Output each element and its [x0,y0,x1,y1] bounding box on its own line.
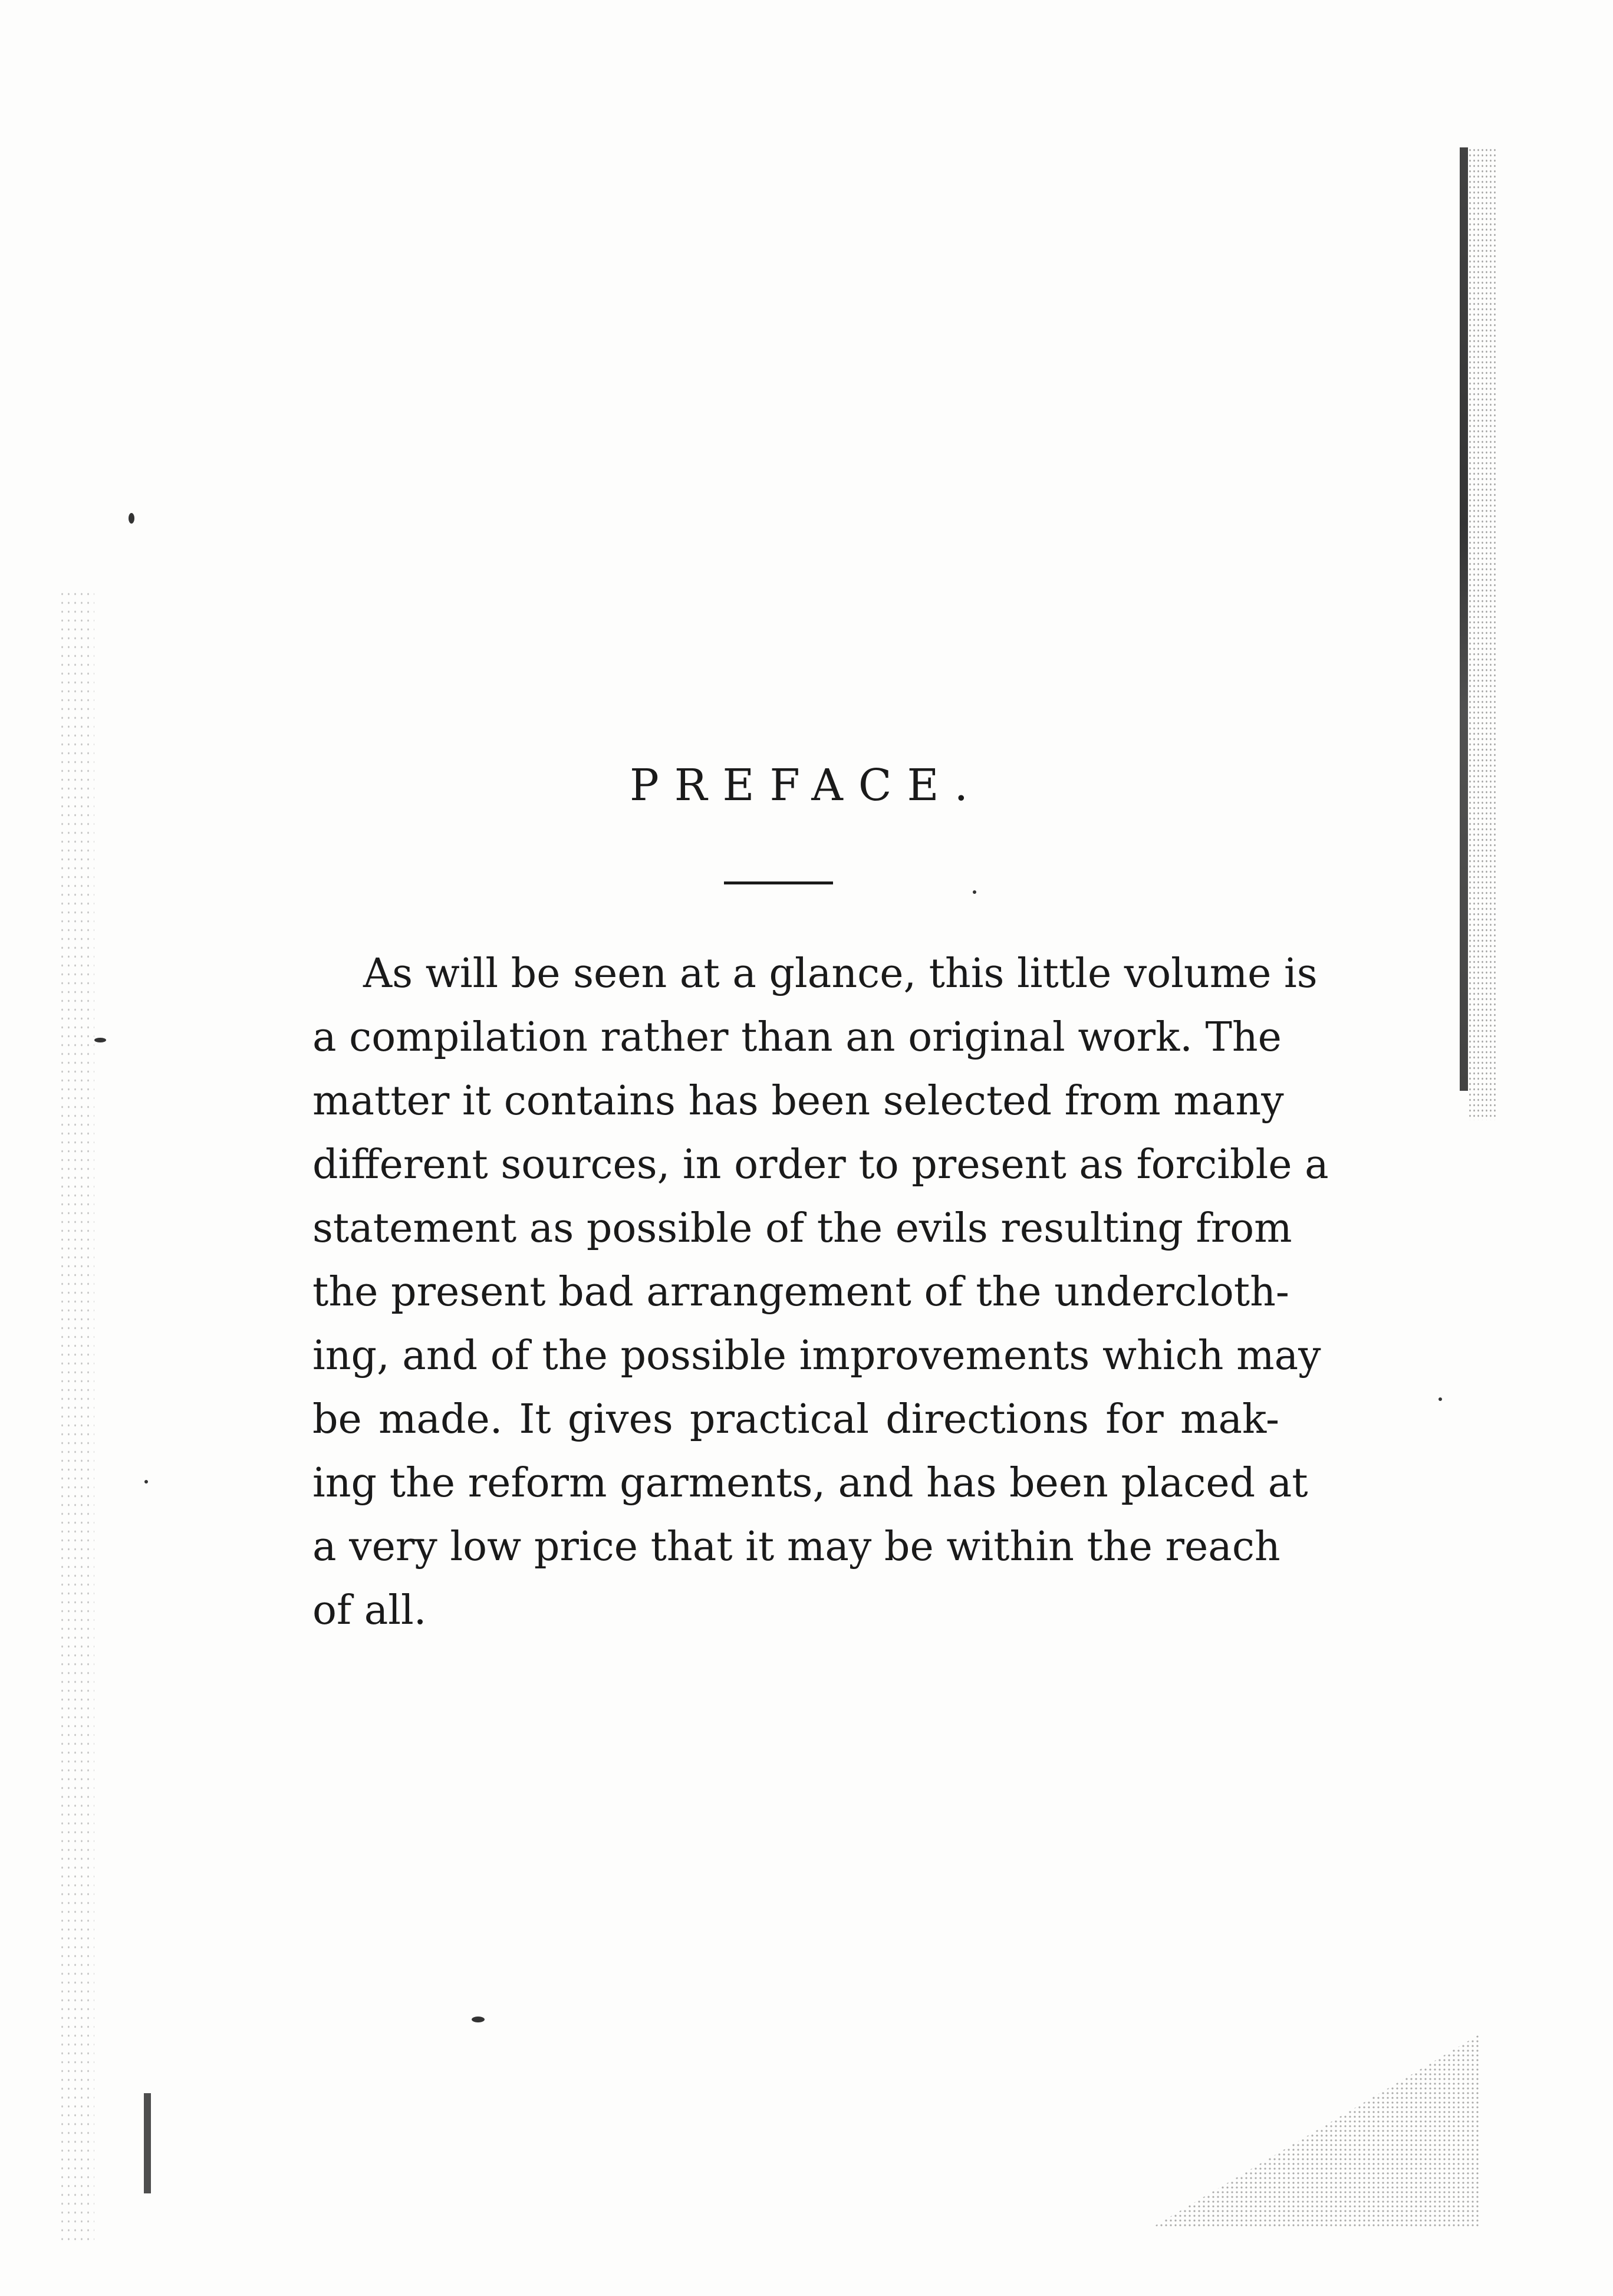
paragraph-line: a compilation rather than an original work. The [312,1014,1282,1061]
paragraph-line: matter it contains has been selected from many [312,1078,1284,1124]
ink-speck [472,2017,485,2022]
ink-speck [94,1038,106,1042]
page-title: PREFACE. [629,760,984,811]
binding-shadow [1460,147,1468,1091]
ink-speck [1438,1397,1442,1401]
preface-paragraph [312,942,1329,1643]
scan-noise-right [1468,147,1497,1120]
paragraph-line: of all. [312,1587,427,1634]
paragraph-line: be made. It gives practical directions for mak- [312,1396,1279,1443]
paragraph-line: a very low price that it may be within the reach [312,1524,1280,1570]
paragraph-line: ing the reform garments, and has been placed at [312,1460,1308,1506]
paragraph-line: the present bad arrangement of the undercloth- [312,1269,1289,1315]
ink-speck [144,1480,148,1483]
paragraph-line: As will be seen at a glance, this little volume is [363,950,1318,997]
paragraph-line: ing, and of the possible improvements which may [312,1333,1321,1379]
paragraph-line: different sources, in order to present as forcible a [312,1142,1329,1188]
title-rule [724,881,833,884]
scan-mark-left [144,2093,151,2193]
corner-stain [1150,2034,1480,2229]
paragraph-line: statement as possible of the evils resulting from [312,1205,1292,1252]
ink-speck [129,513,134,524]
ink-speck [973,890,976,894]
scan-noise-left [59,590,94,2241]
